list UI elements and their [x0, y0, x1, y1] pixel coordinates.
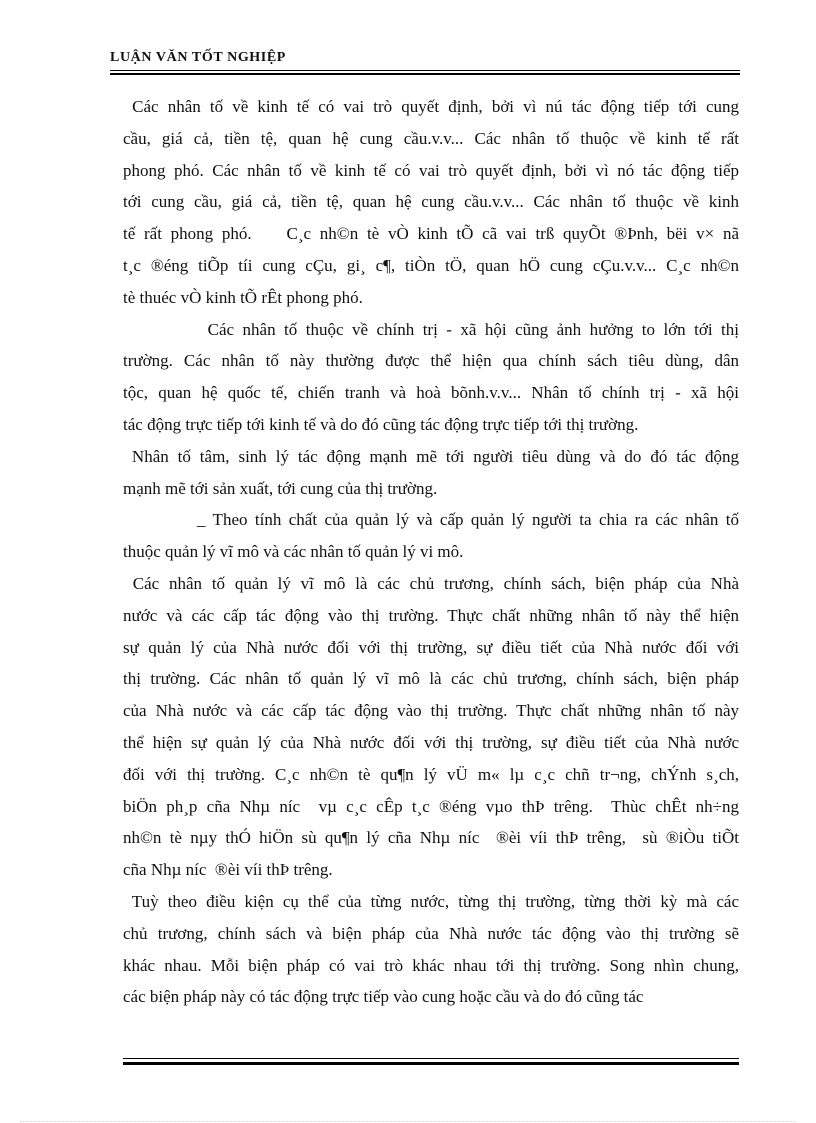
- text-line: Các nhân tố thuộc về chính trị - xã hội cũng ảnh hưởng to lớn tới thị: [123, 319, 739, 339]
- text-line: phong phó. Các nhân tố về kinh tế có vai trò quyết định, bởi vì nó tác động tiếp: [123, 160, 739, 180]
- text-line: cña Nhµ níc ®èi víi thÞ trêng.: [123, 860, 333, 880]
- text-line: các biện pháp này có tác động trực tiếp vào cung hoặc cầu và do đó cũng tác: [123, 987, 644, 1007]
- text-line: nh©n tè nµy thÓ hiÖn sù qu¶n lý cña Nhµ níc ®èi víi thÞ trêng, sù ®iÒu tiÕt: [123, 828, 739, 848]
- text-line: tác động trực tiếp tới kinh tế và do đó cũng tác động trực tiếp tới thị trường.: [123, 414, 639, 434]
- footer-rule-thin: [123, 1058, 739, 1059]
- page-edge-dotted-line: [20, 1121, 796, 1122]
- text-line: _ Theo tính chất của quản lý và cấp quản lý người ta chia ra các nhân tố: [123, 510, 739, 530]
- text-line: Nhân tố tâm, sinh lý tác động mạnh mẽ tới người tiêu dùng và do đó tác động: [123, 446, 739, 466]
- text-line: Các nhân tố quản lý vĩ mô là các chủ trương, chính sách, biện pháp của Nhà: [123, 573, 739, 593]
- text-line: biÖn ph¸p cña Nhµ níc vµ c¸c cÊp t¸c ®éng vµo thÞ trêng. Thùc chÊt nh÷ng: [123, 796, 739, 816]
- text-line: đối với thị trường. C¸c nh©n tè qu¶n lý vÜ m« lµ c¸c chñ tr¬ng, chÝnh s¸ch,: [123, 764, 739, 784]
- text-line: mạnh mẽ tới sản xuất, tới cung của thị trường.: [123, 478, 438, 498]
- text-line: thuộc quản lý vĩ mô và các nhân tố quản lý vi mô.: [123, 542, 464, 562]
- header-rule-thick: [110, 73, 740, 75]
- page-header-title: LUẬN VĂN TỐT NGHIỆP: [110, 50, 286, 65]
- text-line: trường. Các nhân tố này thường được thể hiện qua chính sách tiêu dùng, dân: [123, 351, 739, 371]
- text-line: tế rất phong phó. C¸c nh©n tè vÒ kinh tÕ cã vai trß quyÕt ®Þnh, bëi v× nã: [123, 224, 739, 244]
- text-line: tộc, quan hệ quốc tế, chiến tranh và hoà bõnh.v.v... Nhân tố chính trị - xã hội: [123, 383, 739, 403]
- text-line: khác nhau. Mỗi biện pháp có vai trò khác nhau tới thị trường. Song nhìn chung,: [123, 955, 739, 975]
- text-line: sự quản lý của Nhà nước đối với thị trường, sự điều tiết của Nhà nước đối với: [123, 637, 739, 657]
- text-line: thị trường. Các nhân tố quản lý vĩ mô là các chủ trương, chính sách, biện pháp: [123, 669, 739, 689]
- footer-rule-thick: [123, 1062, 739, 1065]
- text-line: Tuỳ theo điều kiện cụ thể của từng nước, từng thị trường, từng thời kỳ mà các: [123, 891, 739, 911]
- text-line: tè thuéc vÒ kinh tÕ rÊt phong phó.: [123, 287, 363, 307]
- text-line: nước và các cấp tác động vào thị trường. Thực chất những nhân tố này thể hiện: [123, 605, 739, 625]
- text-line: Các nhân tố về kinh tế có vai trò quyết định, bởi vì nú tác động tiếp tới cung: [123, 97, 739, 116]
- text-line: chủ trương, chính sách và biện pháp của Nhà nước tác động vào thị trường sẽ: [123, 923, 739, 943]
- body-text: [123, 91, 739, 1013]
- text-line: cầu, giá cả, tiền tệ, quan hệ cung cầu.v.v... Các nhân tố thuộc về kinh tế rất: [123, 128, 739, 148]
- header-rule-thin: [110, 70, 740, 71]
- text-line: thể hiện sự quản lý của Nhà nước đối với thị trường, sự điều tiết của Nhà nước: [123, 732, 739, 752]
- text-line: của Nhà nước và các cấp tác động vào thị trường. Thực chất những nhân tố này: [123, 701, 739, 721]
- text-line: tới cung cầu, giá cả, tiền tệ, quan hệ cung cầu.v.v... Các nhân tố thuộc về kinh: [123, 192, 739, 212]
- text-line: t¸c ®éng tiÕp tíi cung cÇu, gi¸ c¶, tiÒn tÖ, quan hÖ cung cÇu.v.v... C¸c nh©n: [123, 255, 739, 275]
